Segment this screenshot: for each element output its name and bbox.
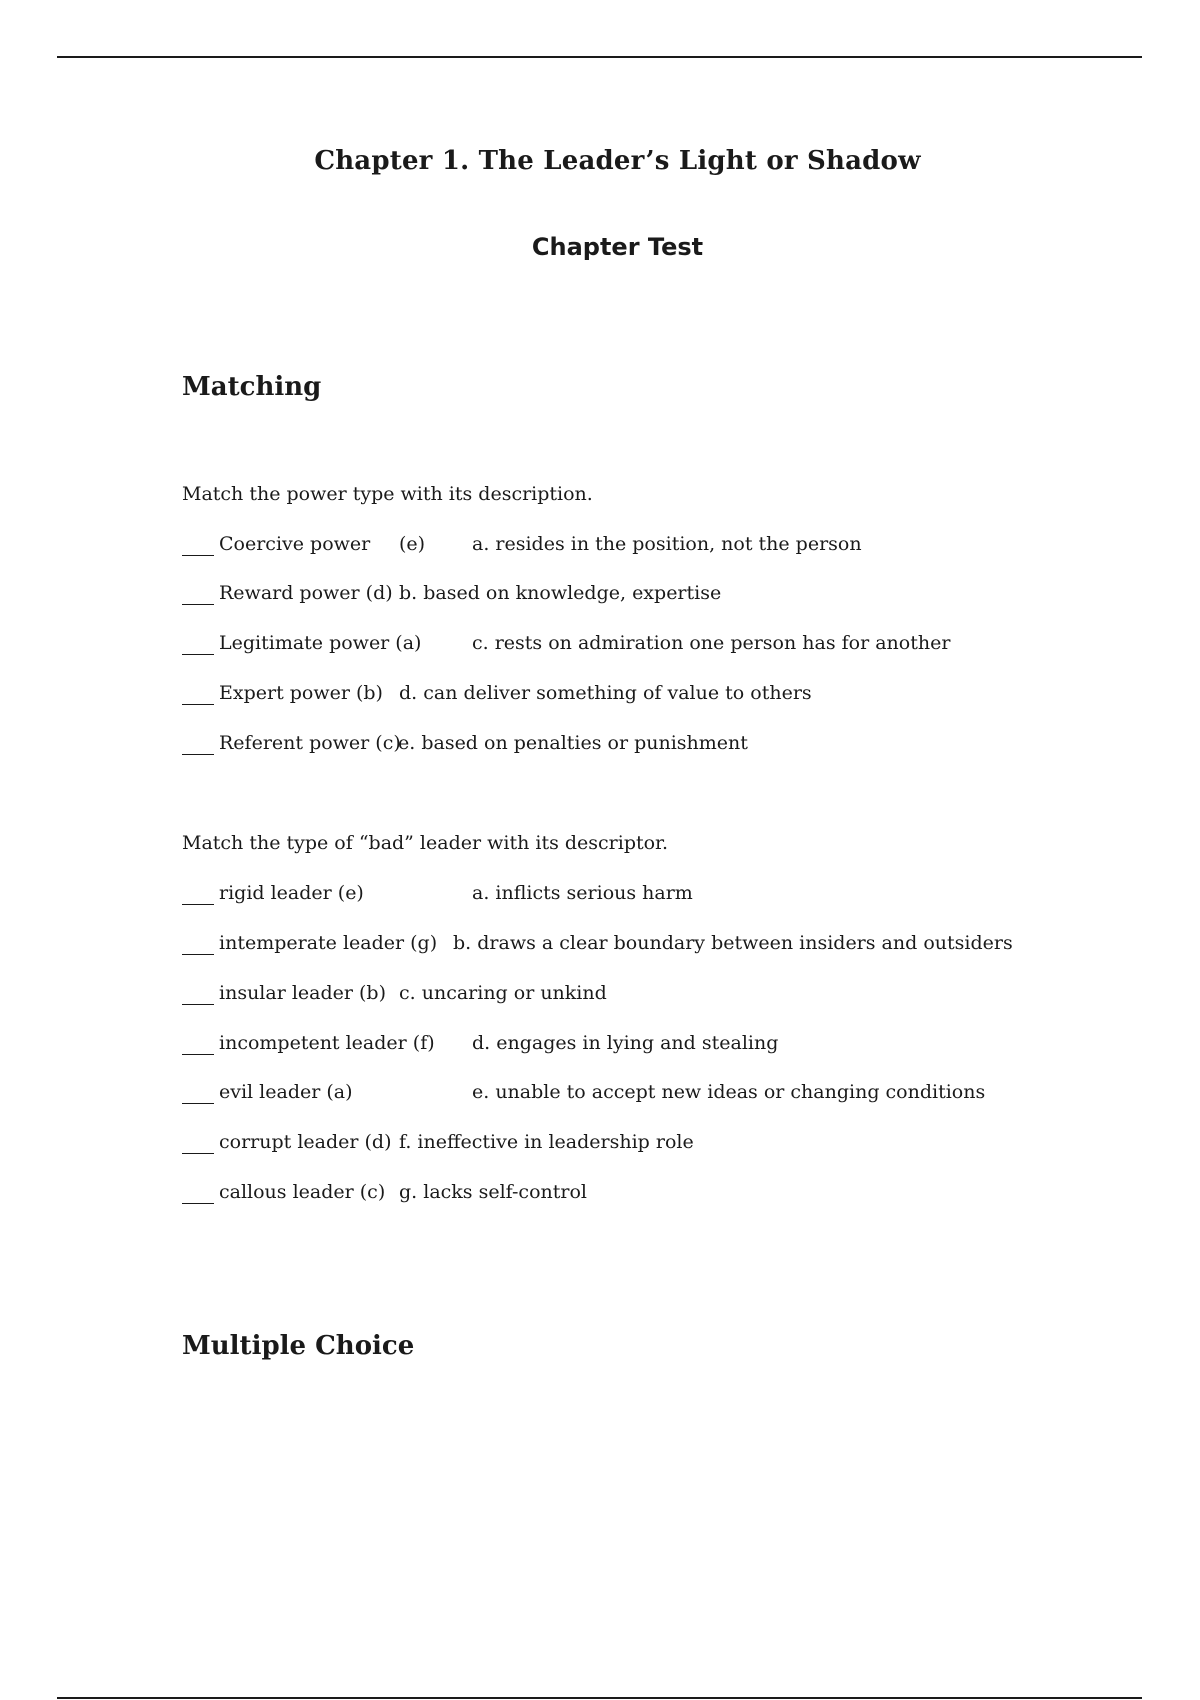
power-term: Referent power (c)	[219, 732, 401, 754]
answer-blank	[182, 704, 214, 705]
leader-description: b. draws a clear boundary between insiders and outsiders	[453, 932, 1013, 954]
power-term: Reward power (d)	[219, 582, 393, 604]
answer-blank	[182, 654, 214, 655]
power-term: Legitimate power (a)	[219, 632, 422, 654]
power-description: b. based on knowledge, expertise	[399, 582, 722, 604]
power-answer: (e)	[399, 533, 426, 555]
answer-blank	[182, 1103, 214, 1104]
power-description: d. can deliver something of value to others	[399, 682, 812, 704]
leader-description: d. engages in lying and stealing	[472, 1032, 779, 1054]
leader-term: intemperate leader (g)	[219, 932, 438, 954]
document-subtitle: Chapter Test	[531, 233, 704, 261]
leader-description: e. unable to accept new ideas or changing conditions	[472, 1081, 986, 1103]
answer-blank	[182, 954, 214, 955]
top-rule	[57, 56, 1142, 58]
multiple-choice-heading: Multiple Choice	[182, 1331, 415, 1361]
leader-description: f. ineffective in leadership role	[399, 1131, 694, 1153]
answer-blank	[182, 555, 214, 556]
leader-term: evil leader (a)	[219, 1081, 353, 1103]
answer-blank	[182, 1054, 214, 1055]
power-term: Coercive power	[219, 533, 371, 555]
answer-blank	[182, 1203, 214, 1204]
answer-blank	[182, 604, 214, 605]
power-description: e. based on penalties or punishment	[398, 732, 748, 754]
answer-blank	[182, 904, 214, 905]
answer-blank	[182, 1004, 214, 1005]
power-instruction: Match the power type with its description.	[182, 483, 593, 505]
power-description: c. rests on admiration one person has for another	[472, 632, 951, 654]
leader-term: corrupt leader (d)	[219, 1131, 392, 1153]
answer-blank	[182, 1153, 214, 1154]
matching-heading: Matching	[182, 372, 322, 402]
leader-description: g. lacks self-control	[399, 1181, 587, 1203]
leader-term: rigid leader (e)	[219, 882, 364, 904]
leader-term: incompetent leader (f)	[219, 1032, 435, 1054]
leader-term: callous leader (c)	[219, 1181, 386, 1203]
document-title: Chapter 1. The Leader’s Light or Shadow	[314, 146, 921, 176]
power-term: Expert power (b)	[219, 682, 383, 704]
bottom-rule	[57, 1697, 1142, 1699]
leader-description: c. uncaring or unkind	[399, 982, 607, 1004]
power-description: a. resides in the position, not the person	[472, 533, 862, 555]
answer-blank	[182, 754, 214, 755]
leader-instruction: Match the type of “bad” leader with its descriptor.	[182, 832, 669, 854]
leader-description: a. inflicts serious harm	[472, 882, 693, 904]
leader-term: insular leader (b)	[219, 982, 386, 1004]
